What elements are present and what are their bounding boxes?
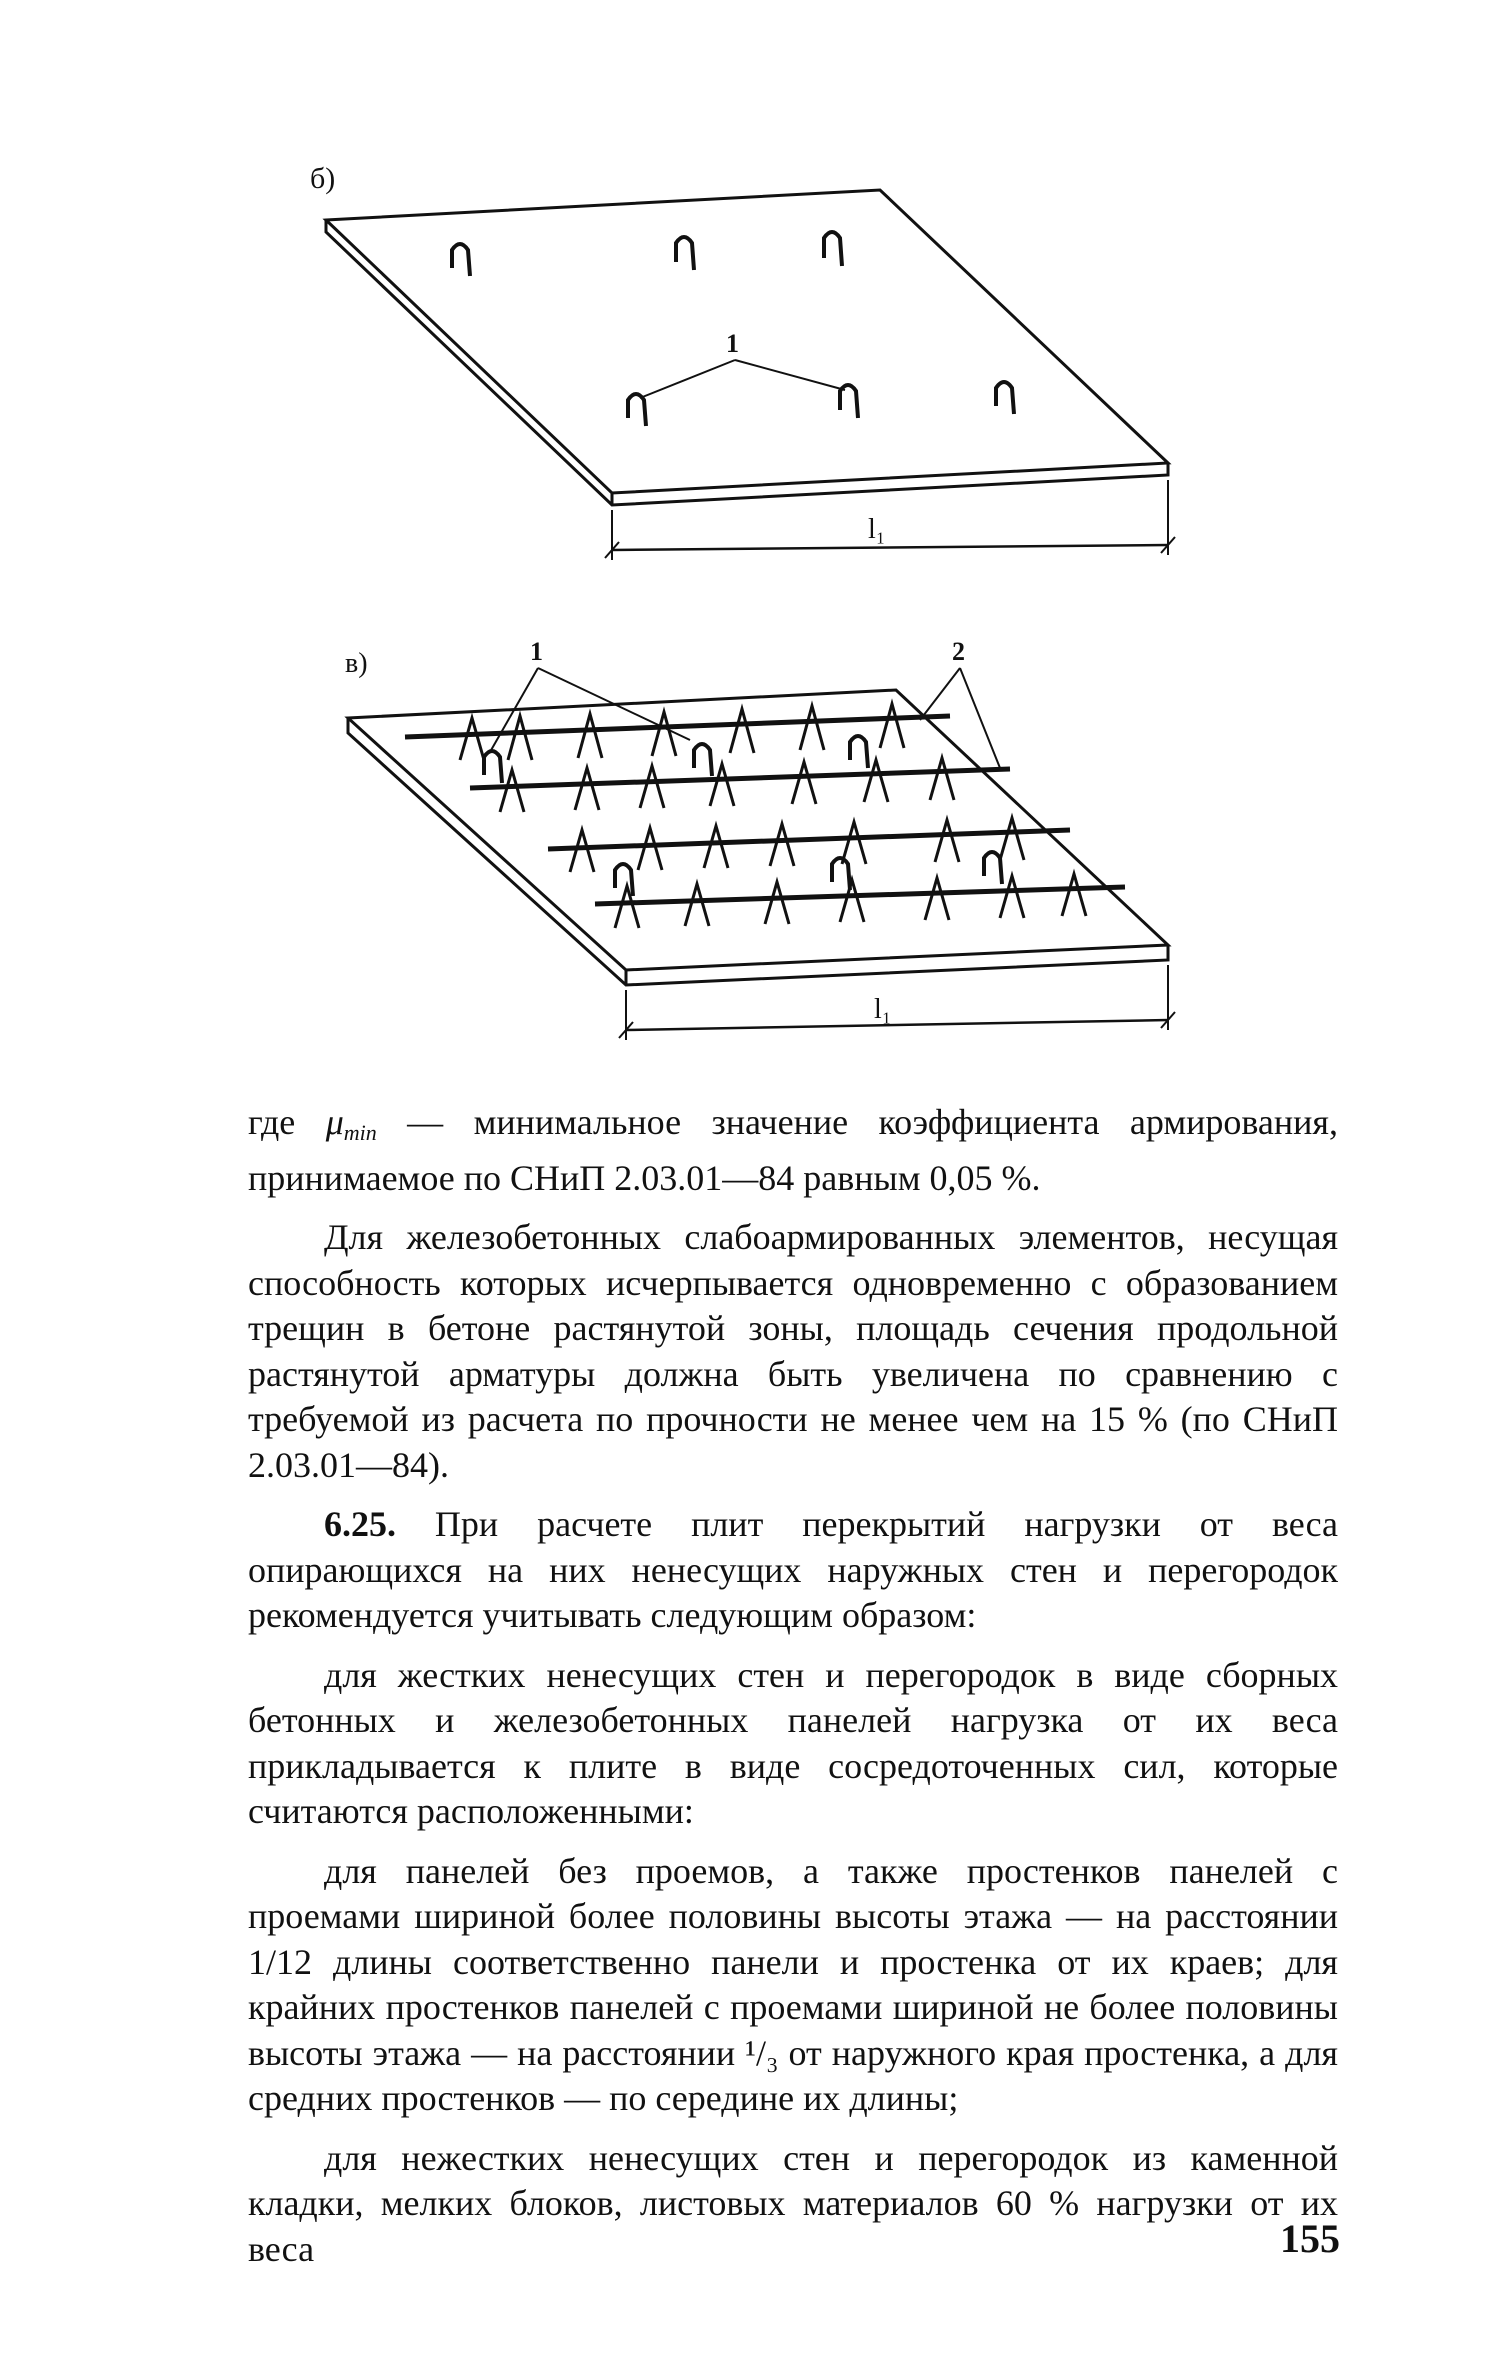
page-number: 155 [1280,2216,1340,2261]
figure-b-label: б) [310,162,336,195]
figure-b-callout-1: 1 [726,329,739,358]
paragraph-6-25 [248,1502,1338,1639]
stirrups [460,704,1086,928]
figure-v-label: в) [345,648,368,679]
body-text [248,1100,1338,2272]
section-number: 6.25. [324,1504,396,1544]
paragraph-rigid-walls: для жестких ненесущих стен и перегородок в виде сборных бетонных и железобетонных панелей нагрузка от их веса прикладывается к плите в виде сосредоточенных сил, которые считаются расположенными: [248,1654,1338,1831]
figure-v-dimension-label: l₁ [874,994,892,1025]
lifting-loops-v [484,736,1002,896]
paragraph-nonrigid-walls: для нежестких ненесущих стен и перегородок из каменной кладки, мелких блоков, листовых материалов 60 % нагрузки от их веса [248,2137,1338,2269]
figure-b-dimension-label: l₁ [868,514,886,545]
mu-symbol: μ [325,1102,344,1142]
mu-subscript: min [343,1120,377,1145]
where-rest: — минимальное значение коэффициента армирования, принимаемое по СНиП 2.03.01—84 равным 0,05 %. [248,1102,1338,1198]
paragraph-panels: для панелей без проемов, а также простенков панелей с проемами шириной более половины высоты этажа — на расстоянии 1/12 длины соответственно панели и простенка от их краев; для крайних простенков панелей с проемами шириной не более половины высоты этажа — на расстоянии ¹/₃ от наружного края простенка, а для средних простенков — по середине их длины; [248,1850,1338,2118]
figure-v-callout-1: 1 [530,637,543,666]
where-word: где [248,1102,326,1142]
paragraph-where [248,1100,1338,1201]
figure-b-slab-diagram [0,0,1501,1100]
section-text: При расчете плит перекрытий нагрузки от веса опирающихся на них ненесущих наружных стен и перегородок рекомендуется учитывать следующим образом: [248,1504,1338,1635]
paragraph-weakly-reinforced: Для железобетонных слабоармированных элементов, несущая способность которых исчерпывается одновременно с образованием трещин в бетоне растянутой зоны, площадь сечения продольной растянутой арматуры должна быть увеличена по сравнению с требуемой из расчета по прочности не менее чем на 15 % (по СНиП 2.03.01—84). [248,1217,1338,1485]
figure-v-callout-2: 2 [952,637,965,666]
